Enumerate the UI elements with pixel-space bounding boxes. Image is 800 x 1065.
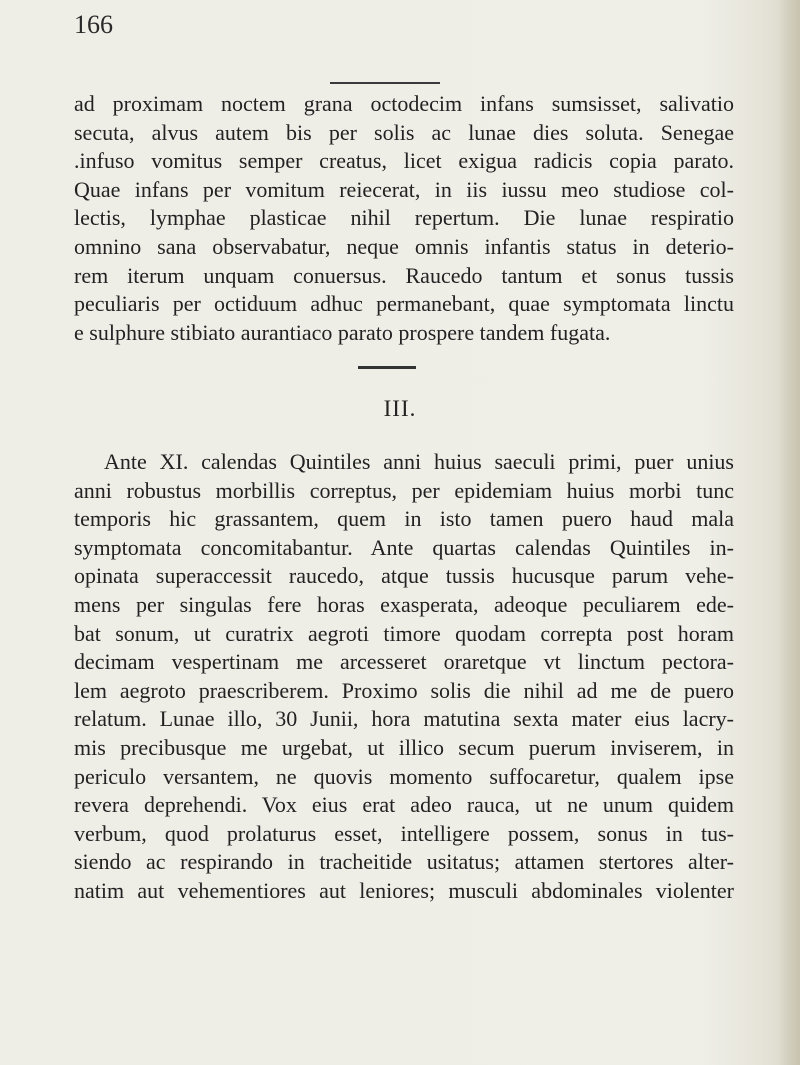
text-line: .infuso vomitus semper creatus, licet exigua radicis copia parato. <box>74 148 734 174</box>
text-line: symptomata concomitabantur. Ante quartas calendas Quintiles in- <box>74 534 734 560</box>
text-line: e sulphure stibiato aurantiaco parato prospere tandem fugata. <box>74 319 611 345</box>
text-line: Quae infans per vomitum reiecerat, in iis iussu meo studiose col- <box>74 176 734 202</box>
text-line: mens per singulas fere horas exasperata, adeoque peculiarem ede- <box>74 591 734 617</box>
text-line: opinata superaccessit raucedo, atque tussis hucusque parum vehe- <box>74 563 734 589</box>
text-line: rem iterum unquam conuersus. Raucedo tantum et sonus tussis <box>74 262 734 288</box>
text-line: relatum. Lunae illo, 30 Junii, hora matutina sexta mater eius lacry- <box>74 706 734 732</box>
text-line: secuta, alvus autem bis per solis ac lunae dies soluta. Senegae <box>74 119 734 145</box>
section-divider <box>358 366 416 369</box>
text-line: anni robustus morbillis correptus, per epidemiam huius morbi tunc <box>74 477 734 503</box>
page-edge-shadow <box>778 0 800 1065</box>
text-line: verbum, quod prolaturus esset, intelligere possem, sonus in tus- <box>74 820 734 846</box>
text-line: bat sonum, ut curatrix aegroti timore quodam correpta post horam <box>74 620 734 646</box>
text-line: lem aegroto praescriberem. Proximo solis die nihil ad me de puero <box>74 677 734 703</box>
text-line: siendo ac respirando in tracheitide usitatus; attamen stertores alter- <box>74 849 734 875</box>
text-line: periculo versantem, ne quovis momento suffocaretur, qualem ipse <box>74 763 734 789</box>
text-line: revera deprehendi. Vox eius erat adeo rauca, ut ne unum quidem <box>74 792 734 818</box>
page-number: 166 <box>74 10 113 39</box>
text-line: natim aut vehementiores aut leniores; musculi abdominales violenter <box>74 877 734 903</box>
text-line: decimam vespertinam me arcesseret oraretque vt linctum pectora- <box>74 649 734 675</box>
text-line: omnino sana observabatur, neque omnis infantis status in deterio- <box>74 233 734 259</box>
header-rule <box>330 82 440 84</box>
text-line: lectis, lymphae plasticae nihil repertum. Die lunae respiratio <box>74 205 734 231</box>
text-line: Ante XI. calendas Quintiles anni huius saeculi primi, puer unius <box>104 449 734 474</box>
text-line: peculiaris per octiduum adhuc permanebant, quae symptomata linctu <box>74 291 734 317</box>
paragraph-1 <box>74 90 734 347</box>
text-line: ad proximam noctem grana octodecim infans sumsisset, salivatio <box>74 91 734 116</box>
paragraph-2 <box>74 448 734 906</box>
section-title: III. <box>383 396 417 421</box>
text-line: temporis hic grassantem, quem in isto tamen puero haud mala <box>74 506 734 532</box>
text-line: mis precibusque me urgebat, ut illico secum puerum inviserem, in <box>74 734 734 760</box>
